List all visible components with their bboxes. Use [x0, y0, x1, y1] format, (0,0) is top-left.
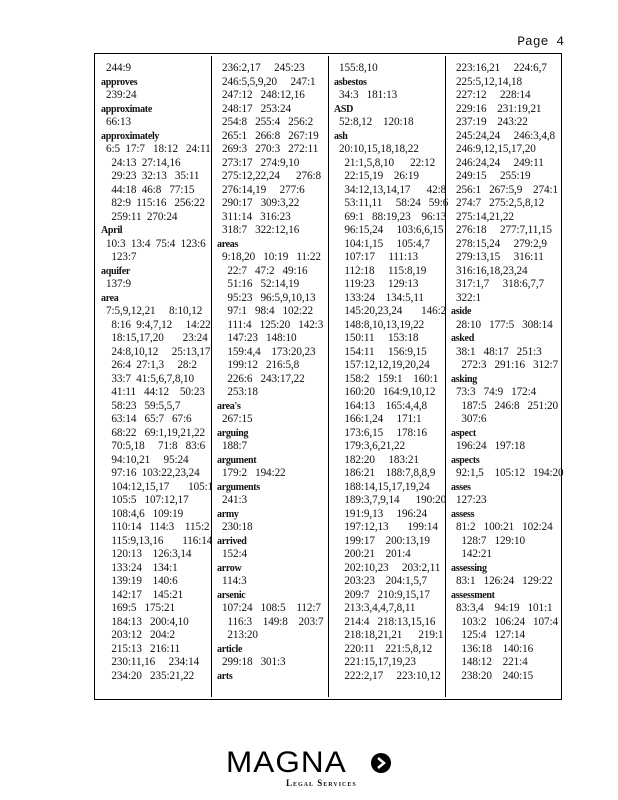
index-headword: aquifer	[101, 265, 131, 277]
index-frame	[94, 53, 562, 700]
index-reference-line: 10:3 13:4 75:4 123:6	[106, 237, 206, 250]
index-reference-line: 199:12 216:5,8	[222, 359, 300, 371]
index-reference-line: 136:18 140:16	[456, 642, 534, 655]
logo-subtitle: Legal Services	[286, 778, 357, 788]
index-reference-line: 254:8 255:4 256:2	[222, 116, 314, 128]
index-headword: approximate	[101, 103, 152, 115]
arrow-circle-icon	[371, 753, 391, 773]
index-headword: areas	[217, 238, 239, 250]
index-reference-line: 125:4 127:14	[456, 629, 525, 641]
index-reference-line: 269:3 270:3 272:11	[222, 143, 319, 155]
index-reference-line: 166:1,24 171:1	[339, 413, 422, 425]
index-reference-line: 21:1,5,8,10 22:12	[339, 156, 436, 169]
index-reference-line: 116:3 149:8 203:7	[222, 615, 324, 628]
index-headword: assessing	[451, 562, 487, 574]
index-column-1	[101, 62, 213, 683]
index-reference-line: 203:23 204:1,5,7	[339, 575, 428, 587]
index-reference-line: 275:14,21,22	[456, 210, 514, 223]
index-reference-line: 7:5,9,12,21 8:10,12	[106, 305, 203, 317]
index-reference-line: 179:3,6,21,22	[339, 440, 405, 452]
index-reference-line: 274:7 275:2,5,8,12	[456, 197, 545, 209]
index-reference-line: 26:4 27:1,3 28:2	[106, 359, 197, 371]
index-reference-line: 20:10,15,18,18,22	[339, 143, 419, 155]
index-reference-line: 83:1 126:24 129:22	[456, 575, 553, 587]
index-reference-line: 196:24 197:18	[456, 440, 526, 452]
index-reference-line: 267:15	[222, 413, 253, 425]
index-reference-line: 133:24 134:1	[106, 561, 178, 574]
index-reference-line: 107:24 108:5 112:7	[222, 602, 321, 614]
index-reference-line: 24:8,10,12 25:13,17	[106, 345, 211, 358]
index-reference-line: 272:3 291:16 312:7	[456, 359, 559, 371]
index-reference-line: 66:13	[106, 116, 131, 128]
index-headword: aside	[451, 306, 472, 317]
index-reference-line: 256:1 267:5,9 274:1	[456, 183, 559, 196]
index-reference-line: 81:2 100:21 102:24	[456, 521, 553, 533]
index-reference-line: 34:3 181:13	[339, 89, 398, 101]
column-divider	[328, 56, 329, 697]
index-headword: asses	[451, 481, 471, 493]
index-reference-line: 299:18 301:3	[222, 656, 286, 668]
index-reference-line: 234:20 235:21,22	[106, 669, 195, 682]
index-reference-line: 246:24,24 249:11	[456, 156, 544, 169]
index-reference-line: 230:18	[222, 521, 253, 533]
index-reference-line: 179:2 194:22	[222, 467, 286, 479]
index-reference-line: 112:18 115:8,19	[339, 264, 427, 277]
index-reference-line: 247:12 248:12,16	[222, 89, 305, 101]
index-headword: arrow	[217, 562, 242, 574]
index-headword: arguments	[217, 481, 260, 493]
index-reference-line: 318:7 322:12,16	[222, 224, 300, 236]
index-headword: ash	[334, 130, 348, 142]
index-column-4	[451, 62, 564, 683]
index-headword: area's	[217, 400, 241, 412]
index-reference-line: 218:18,21,21 219:1	[339, 629, 444, 641]
index-reference-line: 220:11 221:5,8,12	[339, 642, 433, 655]
index-reference-line: 22:7 47:2 49:16	[222, 264, 308, 277]
index-reference-line: 154:11 156:9,15	[339, 345, 427, 358]
index-reference-line: 189:3,7,9,14 190:20	[339, 494, 447, 506]
column-divider	[445, 56, 446, 697]
index-reference-line: 186:21 188:7,8,8,9	[339, 467, 436, 479]
magna-logo	[226, 746, 396, 790]
index-reference-line: 230:11,16 234:14	[106, 656, 200, 668]
index-reference-line: 236:2,17 245:23	[222, 62, 305, 74]
index-reference-line: 316:16,18,23,24	[456, 264, 528, 277]
index-column-2	[217, 62, 324, 683]
page-label: Page 4	[517, 34, 564, 49]
index-headword: area	[101, 292, 119, 304]
index-reference-line: 51:16 52:14,19	[222, 278, 300, 290]
index-reference-line: 259:11 270:24	[106, 210, 178, 223]
index-reference-line: 152:4	[222, 548, 247, 560]
index-reference-line: 223:16,21 224:6,7	[456, 62, 547, 74]
index-reference-line: 139:19 140:6	[106, 575, 178, 587]
index-reference-line: 148:8,10,13,19,22	[339, 318, 425, 331]
index-reference-line: 226:6 243:17,22	[222, 372, 305, 385]
index-headword: aspect	[451, 427, 476, 439]
index-reference-line: 44:18 46:8 77:15	[106, 183, 195, 196]
index-reference-line: 265:1 266:8 267:19	[222, 129, 319, 142]
index-reference-line: 188:7	[222, 440, 247, 452]
index-reference-line: 276:18 277:7,11,15	[456, 224, 552, 236]
index-reference-line: 53:11,11 58:24 59:6	[339, 197, 449, 209]
index-reference-line: 227:12 228:14	[456, 89, 531, 101]
index-headword: April	[101, 225, 123, 236]
logo-wordmark: MAGNA	[226, 746, 347, 779]
index-reference-line: 142:21	[456, 548, 492, 560]
index-reference-line: 33:7 41:5,6,7,8,10	[106, 372, 195, 385]
index-reference-line: 28:10 177:5 308:14	[456, 318, 553, 331]
index-headword: asked	[451, 333, 474, 344]
index-reference-line: 290:17 309:3,22	[222, 197, 300, 209]
index-reference-line: 6:5 17:7 18:12 24:11	[106, 143, 211, 155]
index-headword: assess	[451, 508, 475, 520]
index-reference-line: 22:15,19 26:19	[339, 170, 419, 182]
index-reference-line: 34:12,13,14,17 42:8	[339, 183, 447, 196]
index-reference-line: 69:1 88:19,23 96:13	[339, 210, 447, 223]
index-headword: arsenic	[217, 589, 246, 601]
index-reference-line: 115:9,13,16 116:14	[106, 534, 213, 547]
index-reference-line: 104:12,15,17 105:1	[106, 480, 214, 493]
index-reference-line: 157:12,12,19,20,24	[339, 359, 430, 371]
index-reference-line: 95:23 96:5,9,10,13	[222, 291, 316, 304]
index-reference-line: 148:12 221:4	[456, 656, 528, 668]
index-reference-line: 68:22 69:1,19,21,22	[106, 426, 206, 439]
index-reference-line: 114:3	[222, 575, 247, 587]
index-headword: argument	[217, 454, 257, 466]
index-headword: arts	[217, 670, 233, 682]
index-reference-line: 239:24	[106, 89, 137, 101]
index-reference-line: 214:4 218:13,15,16	[339, 615, 436, 628]
index-reference-line: 253:18	[222, 386, 258, 398]
index-reference-line: 82:9 115:16 256:22	[106, 197, 205, 209]
index-reference-line: 173:6,15 178:16	[339, 426, 428, 439]
index-reference-line: 159:4,4 173:20,23	[222, 345, 316, 358]
index-reference-line: 111:4 125:20 142:3	[222, 318, 324, 331]
index-reference-line: 97:16 103:22,23,24	[106, 467, 200, 479]
index-reference-line: 248:17 253:24	[222, 102, 292, 115]
index-reference-line: 150:11 153:18	[339, 332, 419, 344]
index-reference-line: 120:13 126:3,14	[106, 548, 192, 560]
index-reference-line: 94:10,21 95:24	[106, 453, 189, 466]
index-headword: army	[217, 508, 239, 520]
index-reference-line: 246:5,5,9,20 247:1	[222, 75, 316, 88]
index-reference-line: 191:9,13 196:24	[339, 507, 428, 520]
index-reference-line: 275:12,22,24 276:8	[222, 170, 322, 182]
index-headword: arguing	[217, 427, 249, 439]
index-reference-line: 188:14,15,17,19,24	[339, 480, 430, 493]
index-reference-line: 8:16 9:4,7,12 14:22	[106, 318, 211, 331]
index-reference-line: 24:13 27:14,16	[106, 156, 181, 169]
index-headword: approves	[101, 76, 138, 88]
index-reference-line: 322:1	[456, 291, 481, 304]
index-reference-line: 238:20 240:15	[456, 669, 534, 682]
index-reference-line: 107:17 111:13	[339, 251, 419, 263]
index-reference-line: 142:17 145:21	[106, 588, 184, 601]
index-reference-line: 237:19 243:22	[456, 116, 528, 128]
index-reference-line: 70:5,18 71:8 83:6	[106, 440, 206, 452]
index-headword: article	[217, 643, 243, 655]
index-reference-line: 311:14 316:23	[222, 210, 291, 223]
index-reference-line: 215:13 216:11	[106, 642, 181, 655]
index-reference-line: 278:15,24 279:2,9	[456, 237, 547, 250]
index-reference-line: 241:3	[222, 494, 247, 506]
index-reference-line: 273:17 274:9,10	[222, 156, 300, 169]
index-headword: asking	[451, 373, 477, 385]
index-reference-line: 160:20 164:9,10,12	[339, 386, 436, 398]
index-reference-line: 97:1 98:4 102:22	[222, 305, 314, 317]
index-reference-line: 244:9	[106, 62, 131, 74]
index-headword: assessment	[451, 589, 495, 601]
index-reference-line: 110:14 114:3 115:2	[106, 521, 210, 533]
index-reference-line: 108:4,6 109:19	[106, 507, 184, 520]
index-reference-line: 213:20	[222, 629, 258, 641]
index-reference-line: 137:9	[106, 278, 131, 290]
index-reference-line: 133:24 134:5,11	[339, 291, 424, 304]
index-reference-line: 187:5 246:8 251:20	[456, 399, 559, 412]
index-reference-line: 58:23 59:5,5,7	[106, 399, 181, 412]
index-reference-line: 164:13 165:4,4,8	[339, 399, 428, 412]
index-reference-line: 38:1 48:17 251:3	[456, 345, 542, 358]
index-reference-line: 63:14 65:7 67:6	[106, 413, 192, 425]
index-reference-line: 307:6	[456, 413, 487, 425]
index-reference-line: 213:3,4,4,7,8,11	[339, 602, 416, 614]
index-reference-line: 155:8,10	[339, 62, 378, 74]
index-headword: aspects	[451, 454, 480, 466]
index-reference-line: 105:5 107:12,17	[106, 494, 189, 506]
index-reference-line: 222:2,17 223:10,12	[339, 669, 441, 682]
index-reference-line: 29:23 32:13 35:11	[106, 170, 200, 182]
index-headword: arrived	[217, 535, 247, 547]
index-reference-line: 52:8,12 120:18	[339, 116, 414, 128]
index-reference-line: 41:11 44:12 50:23	[106, 386, 205, 398]
column-divider	[211, 56, 212, 697]
index-reference-line: 203:12 204:2	[106, 629, 175, 641]
index-reference-line: 182:20 183:21	[339, 453, 419, 466]
index-reference-line: 221:15,17,19,23	[339, 656, 416, 668]
index-reference-line: 200:21 201:4	[339, 548, 411, 560]
index-headword: approximately	[101, 130, 160, 142]
index-headword: ASD	[334, 103, 354, 115]
index-reference-line: 246:9,12,15,17,20	[456, 143, 536, 155]
index-reference-line: 279:13,15 316:11	[456, 251, 544, 263]
index-reference-line: 197:12,13 199:14	[339, 521, 438, 533]
index-reference-line: 145:20,23,24 146:2	[339, 305, 447, 317]
index-reference-line: 184:13 200:4,10	[106, 615, 189, 628]
index-reference-line: 128:7 129:10	[456, 534, 525, 547]
index-reference-line: 127:23	[456, 494, 487, 506]
index-reference-line: 103:2 106:24 107:4	[456, 615, 559, 628]
index-reference-line: 249:15 255:19	[456, 170, 531, 182]
index-reference-line: 276:14,19 277:6	[222, 183, 305, 196]
index-reference-line: 104:1,15 105:4,7	[339, 237, 430, 250]
index-reference-line: 202:10,23 203:2,11	[339, 561, 441, 574]
index-reference-line: 83:3,4 94:19 101:1	[456, 602, 553, 614]
index-reference-line: 158:2 159:1 160:1	[339, 372, 439, 385]
index-reference-line: 199:17 200:13,19	[339, 534, 430, 547]
index-reference-line: 225:5,12,14,18	[456, 75, 523, 88]
index-reference-line: 9:18,20 10:19 11:22	[222, 251, 321, 263]
index-reference-line: 18:15,17,20 23:24	[106, 332, 208, 344]
index-reference-line: 209:7 210:9,15,17	[339, 588, 430, 601]
index-headword: asbestos	[334, 76, 367, 88]
index-reference-line: 119:23 129:13	[339, 278, 419, 290]
index-column-3	[334, 62, 448, 683]
index-reference-line: 147:23 148:10	[222, 332, 297, 344]
index-reference-line: 92:1,5 105:12 194:20	[456, 467, 564, 479]
index-reference-line: 169:5 175:21	[106, 602, 175, 614]
index-reference-line: 73:3 74:9 172:4	[456, 386, 537, 398]
index-reference-line: 96:15,24 103:6,6,15	[339, 224, 444, 236]
index-reference-line: 317:1,7 318:6,7,7	[456, 278, 545, 290]
index-reference-line: 123:7	[106, 251, 137, 263]
index-reference-line: 245:24,24 246:3,4,8	[456, 129, 556, 142]
index-reference-line: 229:16 231:19,21	[456, 102, 542, 115]
